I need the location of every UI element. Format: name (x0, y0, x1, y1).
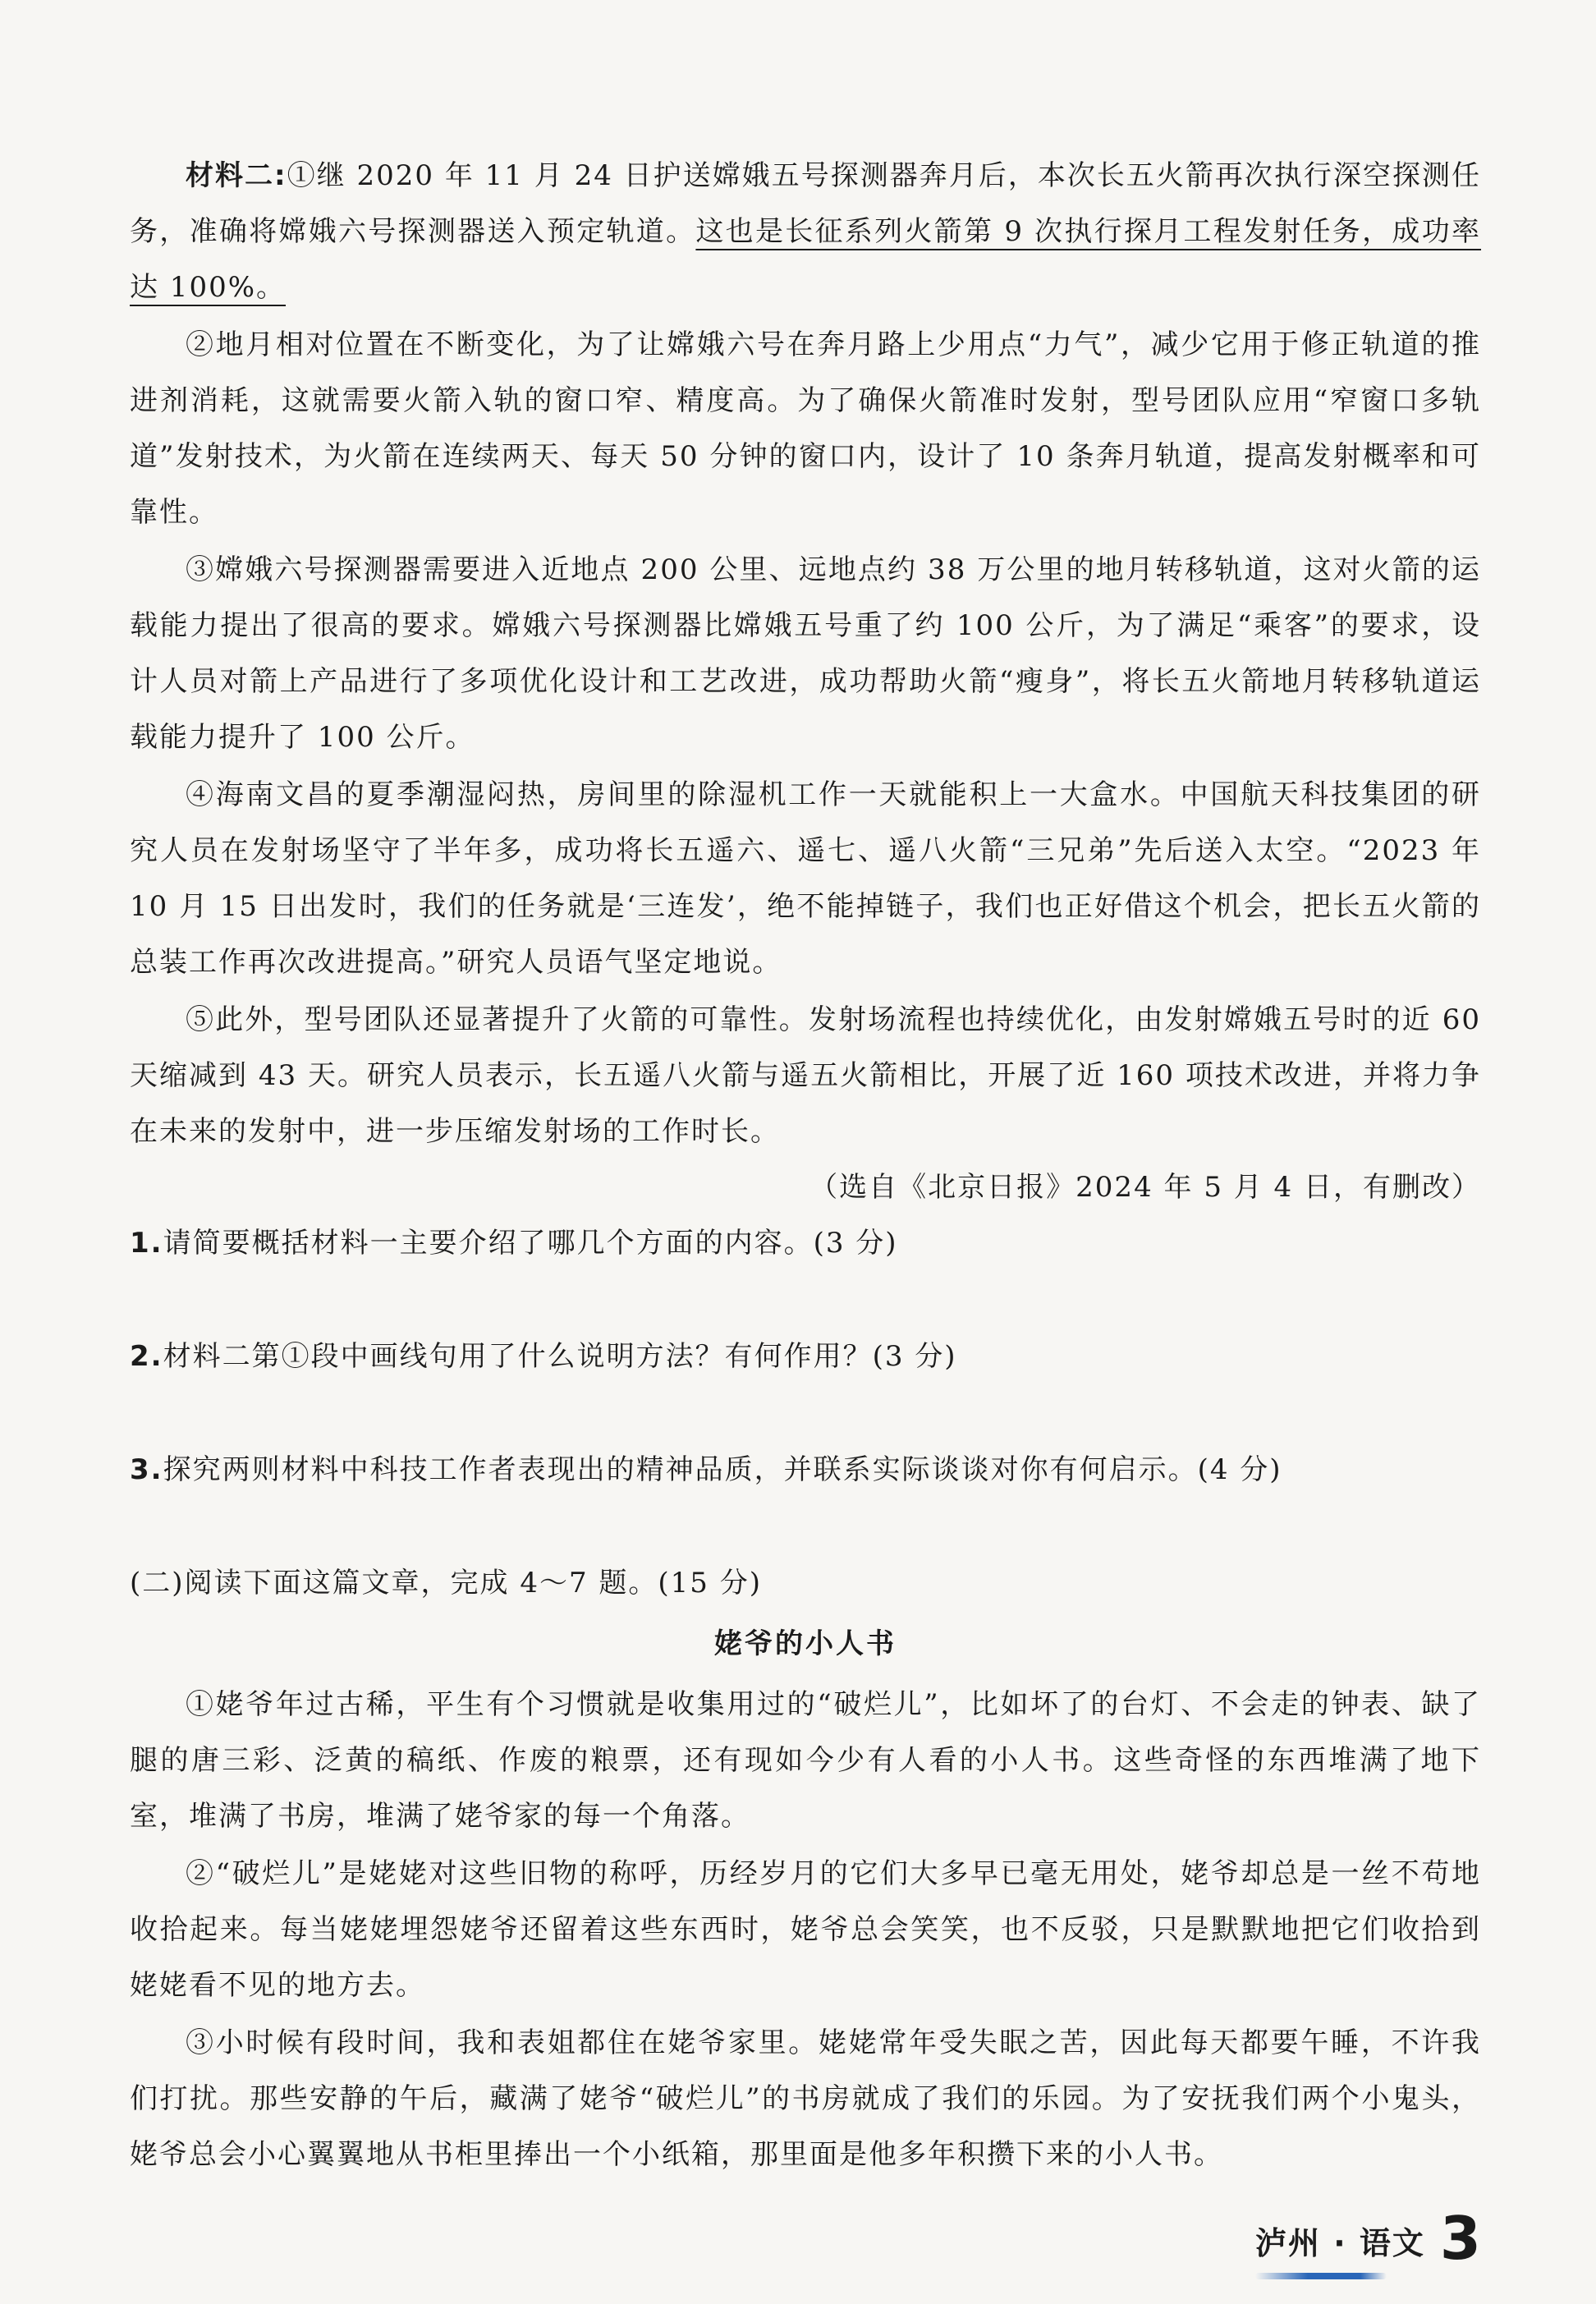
question-2-number: 2. (130, 1340, 163, 1373)
question-1-text: 请简要概括材料一主要介绍了哪几个方面的内容。(3 分) (163, 1227, 898, 1260)
footer-label: 泸州 · 语文 (1254, 2225, 1425, 2261)
article-paragraph-2: ②“破烂儿”是姥姥对这些旧物的称呼，历经岁月的它们大多早已毫无用处，姥爷却总是一丝不苟地收拾起来。每当姥姥埋怨姥爷还留着这些东西时，姥爷总会笑笑，也不反驳，只是默默地把它们收拾到姥姥看不见的地方去。 (130, 1857, 1481, 2002)
question-3-number: 3. (130, 1453, 163, 1486)
source-citation: （选自《北京日报》2024 年 5 月 4 日，有删改） (809, 1171, 1481, 1204)
material2-paragraph-4: ④海南文昌的夏季潮湿闷热，房间里的除湿机工作一天就能积上一大盒水。中国航天科技集团的研究人员在发射场坚守了半年多，成功将长五遥六、遥七、遥八火箭“三兄弟”先后送入太空。“2023 年 10 月 15 日出发时，我们的任务就是‘三连发’，绝不能掉链子，我们也正好借这个机会，把长五火箭的总装工作再次改进提高。”研究人员语气坚定地说。 (130, 778, 1481, 979)
question-3 (130, 1442, 1481, 1498)
footer-decoration-bar (1255, 2273, 1387, 2279)
material2-label: 材料二: (186, 159, 287, 192)
article-paragraph-1: ①姥爷年过古稀，平生有个习惯就是收集用过的“破烂儿”，比如坏了的台灯、不会走的钟表、缺了腿的唐三彩、泛黄的稿纸、作废的粮票，还有现如今少有人看的小人书。这些奇怪的东西堆满了地下室，堆满了书房，堆满了姥爷家的每一个角落。 (130, 1688, 1481, 1833)
question-2-text: 材料二第①段中画线句用了什么说明方法？有何作用？(3 分) (163, 1340, 957, 1373)
question-1 (130, 1215, 1481, 1271)
material2-paragraph-2: ②地月相对位置在不断变化，为了让嫦娥六号在奔月路上少用点“力气”，减少它用于修正轨道的推进剂消耗，这就需要火箭入轨的窗口窄、精度高。为了确保火箭准时发射，型号团队应用“窄窗口多轨道”发射技术，为火箭在连续两天、每天 50 分钟的窗口内，设计了 10 条奔月轨道，提高发射概率和可靠性。 (130, 328, 1481, 529)
question-1-number: 1. (130, 1227, 163, 1260)
page-content (130, 148, 1481, 2182)
underlined-sentence: 这也是长征系列火箭第 9 次执行探月工程发射任务，成功率达 100%。 (130, 215, 1482, 304)
question-3-text: 探究两则材料中科技工作者表现出的精神品质，并联系实际谈谈对你有何启示。(4 分) (163, 1453, 1282, 1486)
material2-paragraph-5: ⑤此外，型号团队还显著提升了火箭的可靠性。发射场流程也持续优化，由发射嫦娥五号时的近 60 天缩减到 43 天。研究人员表示，长五遥八火箭与遥五火箭相比，开展了近 160 项技术改进，并将力争在未来的发射中，进一步压缩发射场的工作时长。 (130, 1003, 1481, 1148)
section-2-heading: (二)阅读下面这篇文章，完成 4～7 题。(15 分) (130, 1567, 763, 1599)
question-2 (130, 1329, 1481, 1384)
material2-p1-text: ①继 2020 年 11 月 24 日护送嫦娥五号探测器奔月后，本次长五火箭再次执行深空探测任务，准确将嫦娥六号探测器送入预定轨道。 (130, 159, 1481, 248)
page-number: 3 (1439, 2204, 1481, 2273)
article-title: 姥爷的小人书 (714, 1627, 897, 1660)
page-footer (1254, 2204, 1481, 2273)
material2-paragraph-1 (130, 148, 1481, 315)
article-paragraph-3: ③小时候有段时间，我和表姐都住在姥爷家里。姥姥常年受失眠之苦，因此每天都要午睡，不许我们打扰。那些安静的午后，藏满了姥爷“破烂儿”的书房就成了我们的乐园。为了安抚我们两个小鬼头，姥爷总会小心翼翼地从书柜里捧出一个小纸箱，那里面是他多年积攒下来的小人书。 (130, 2026, 1481, 2171)
material2-paragraph-3: ③嫦娥六号探测器需要进入近地点 200 公里、远地点约 38 万公里的地月转移轨道，这对火箭的运载能力提出了很高的要求。嫦娥六号探测器比嫦娥五号重了约 100 公斤，为了满足“乘客”的要求，设计人员对箭上产品进行了多项优化设计和工艺改进，成功帮助火箭“瘦身”，将长五火箭地月转移轨道运载能力提升了 100 公斤。 (130, 553, 1481, 754)
